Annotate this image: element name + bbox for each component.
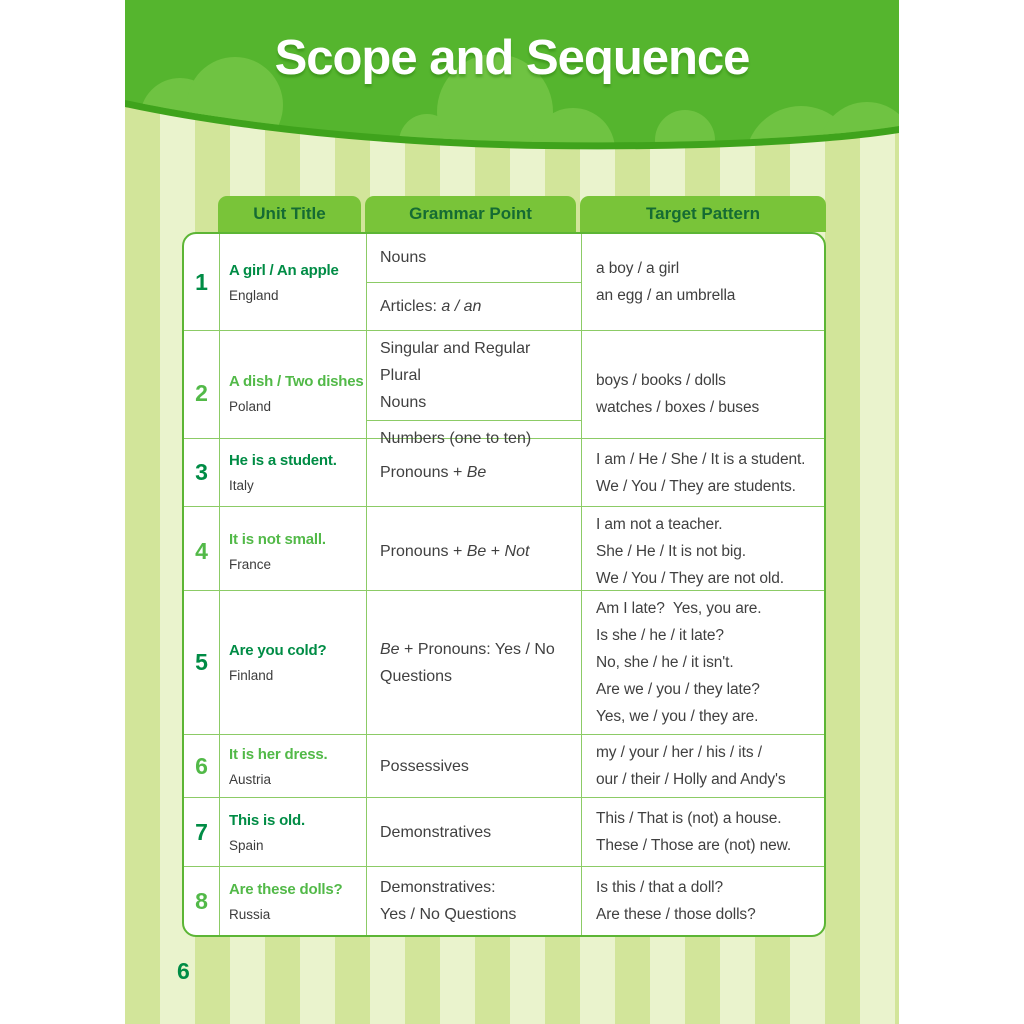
table-column-headers [182,196,826,232]
unit-title: Are these dolls? [229,880,343,898]
table-row [184,866,824,935]
target-pattern-line: We / You / They are students. [596,477,796,495]
unit-title: A girl / An apple [229,261,339,279]
table-row [184,797,824,866]
column-header-grammar-point: Grammar Point [365,196,576,232]
table-row [184,734,824,797]
grammar-sub-cell [367,735,581,797]
target-pattern-line: watches / boxes / buses [596,398,760,416]
grammar-sub-cell [367,798,581,866]
unit-number-cell: 5 [184,591,220,734]
grammar-text: Pronouns + [380,543,467,560]
grammar-text: Be [380,640,400,658]
target-pattern-line: This / That is (not) a house. [596,810,782,827]
target-pattern-line: She / He / It is not big. [596,543,746,560]
grammar-text: Numbers (one to ten) [380,430,532,447]
unit-number-cell: 8 [184,867,220,935]
unit-title-cell [220,867,367,935]
grammar-point-cell [367,867,582,935]
target-pattern-cell [582,735,824,797]
unit-country: Russia [229,906,271,922]
grammar-point-cell [367,591,582,734]
unit-country: England [229,287,279,303]
grammar-line [380,389,573,416]
grammar-point-cell [367,735,582,797]
target-pattern-cell [582,507,824,596]
grammar-text: Demonstratives [380,823,492,841]
grammar-line [380,874,573,901]
grammar-text: Yes / No Questions [380,906,517,923]
table-row [184,234,824,330]
grammar-line [380,636,573,663]
target-pattern-line: Is she / he / it late? [596,627,724,644]
grammar-line [380,459,573,486]
grammar-text: + Pronouns: Yes / No [399,640,555,658]
grammar-point-cell [367,439,582,506]
unit-number-cell: 6 [184,735,220,797]
unit-title-cell [220,507,367,596]
target-pattern-line: boys / books / dolls [596,371,726,389]
grammar-text: Singular and Regular Plural [380,340,531,384]
unit-country: Poland [229,399,272,414]
page-number: 6 [177,958,190,984]
target-pattern-cell [582,439,824,506]
target-pattern-line: an egg / an umbrella [596,287,736,304]
unit-title-cell [220,331,367,456]
target-pattern-line: Is this / that a doll? [596,879,724,896]
grammar-line [380,663,573,690]
grammar-point-cell [367,234,582,330]
target-pattern-line: Am I late? Yes, you are. [596,600,762,617]
unit-country: Spain [229,837,264,853]
table-row [184,330,824,447]
target-pattern-line: my / your / her / his / its / [596,744,762,761]
unit-country: Italy [229,478,254,493]
target-pattern-line: Yes, we / you / they are. [596,708,759,725]
grammar-text: a / an [441,297,482,315]
grammar-text: Not [504,543,530,560]
unit-title: It is not small. [229,531,326,548]
grammar-text: Nouns [380,394,427,411]
unit-title-cell [220,798,367,866]
unit-title: This is old. [229,811,305,829]
grammar-sub-cell [367,439,581,506]
grammar-line [380,538,573,565]
table-row [184,590,824,734]
unit-title-cell [220,735,367,797]
grammar-line [380,901,573,928]
target-pattern-cell [582,234,824,330]
grammar-text: Demonstratives: [380,879,496,896]
grammar-line [380,819,573,846]
grammar-sub-cell [367,867,581,935]
column-header-target-pattern: Target Pattern [580,196,826,232]
page-content [125,0,899,1024]
grammar-point-cell [367,331,582,456]
grammar-line [380,753,573,780]
grammar-sub-cell [367,282,581,331]
grammar-sub-cell [367,507,581,596]
target-pattern-cell [582,867,824,935]
unit-number-cell: 1 [184,234,220,330]
table-row [184,506,824,590]
grammar-sub-cell [367,234,581,282]
target-pattern-cell [582,798,824,866]
unit-title: It is her dress. [229,745,328,763]
target-pattern-line: No, she / he / it isn't. [596,654,734,671]
unit-number-cell: 7 [184,798,220,866]
grammar-line [380,293,573,320]
scope-and-sequence-table [182,232,826,937]
grammar-text: Be [466,464,487,481]
target-pattern-line: These / Those are (not) new. [596,837,792,854]
unit-country: France [229,557,272,572]
grammar-sub-cell [367,331,581,420]
unit-title-cell [220,234,367,330]
grammar-point-cell [367,507,582,596]
target-pattern-line: We / You / They are not old. [596,570,784,587]
target-pattern-line: Are these / those dolls? [596,906,756,923]
target-pattern-line: I am / He / She / It is a student. [596,450,806,468]
unit-number-cell: 3 [184,439,220,506]
grammar-point-cell [367,798,582,866]
target-pattern-line: a boy / a girl [596,260,680,277]
target-pattern-cell [582,591,824,734]
grammar-text: Articles: [380,297,442,315]
unit-number-cell: 2 [184,331,220,456]
unit-title: Are you cold? [229,642,327,659]
grammar-sub-cell [367,591,581,734]
grammar-text: Questions [380,667,453,685]
unit-title: A dish / Two dishes [229,373,364,390]
unit-title-cell [220,439,367,506]
target-pattern-line: Are we / you / they late? [596,681,760,698]
page-title: Scope and Sequence [274,31,750,85]
target-pattern-cell [582,331,824,456]
unit-title: He is a student. [229,452,337,469]
unit-number-cell: 4 [184,507,220,596]
table-row [184,438,824,506]
grammar-line [380,335,573,389]
grammar-text: Be [466,543,487,560]
unit-country: Finland [229,668,274,683]
unit-title-cell [220,591,367,734]
unit-country: Austria [229,771,272,787]
grammar-line [380,244,573,271]
target-pattern-line: our / their / Holly and Andy's [596,771,786,788]
grammar-text: Pronouns + [380,464,467,481]
column-header-unit-title: Unit Title [218,196,361,232]
grammar-text: Nouns [380,249,427,267]
grammar-text: Possessives [380,757,469,775]
target-pattern-line: I am not a teacher. [596,516,723,533]
grammar-text: + [486,543,505,560]
